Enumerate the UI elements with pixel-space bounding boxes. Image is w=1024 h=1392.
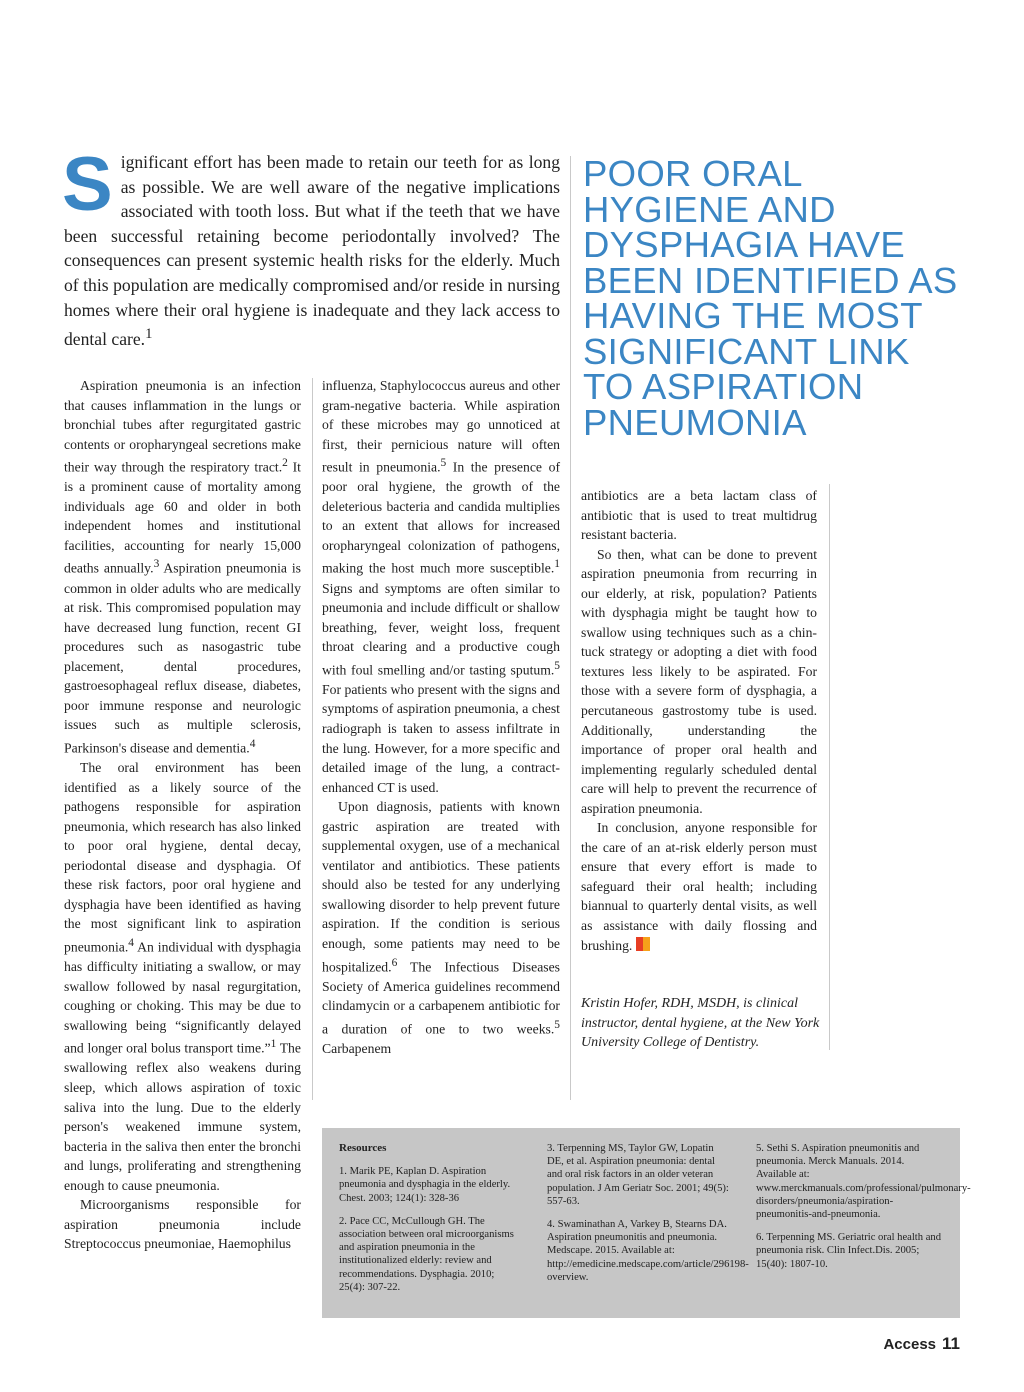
col2-p1-text: influenza, Staphylococcus aureus and other gram-negative bacteria. While aspiration of these microbes may go unnoticed at first, their pernicious nature will often result in pneumonia.: [322, 378, 560, 475]
col1-paragraph-3: Microorganisms responsible for aspiration pneumonia include Streptococcus pneumoniae, Haemophilus: [64, 1197, 301, 1252]
col3-paragraph-1: antibiotics are a beta lactam class of antibiotic that is used to treat multidrug resistant bacteria.: [581, 488, 817, 543]
column-divider: [570, 156, 571, 1100]
col2-p2-text: Upon diagnosis, patients with known gastric aspiration are treated with supplemental oxygen, use of a mechanical ventilator and antibiotics. These patients should also be tested for any underlying swallowing disorder to help prevent future aspiration. If the condition is serious enough, some patients may need to be hospitalized.: [322, 799, 560, 975]
col3-p3-text: In conclusion, anyone responsible for the care of an at-risk elderly person must ensure that every effort is made to safeguard their oral health; including biannual to quarterly dental visits, as well as assistance with daily flossing and brushing.: [581, 820, 817, 953]
col1-p1b-text: It is a prominent cause of mortality among individuals age 60 and older in both independent homes and institutional facilities, accounting for nearly 15,000 deaths annually.: [64, 459, 301, 577]
pull-quote: POOR ORAL HYGIENE AND DYSPHAGIA HAVE BEEN IDENTIFIED AS HAVING THE MOST SIGNIFICANT LINK TO ASPIRATION PNEUMONIA: [583, 153, 958, 443]
col2-paragraph-2: [322, 797, 560, 1058]
intro-text: ignificant effort has been made to retain our teeth for as long as possible. We are well aware of the negative implications associated with tooth loss. But what if the teeth that we have been successful retaining become periodontally involved? The consequences can present systemic health risks for the elderly. Much of this population are medically compromised and/or reside in nursing homes where their oral hygiene is inadequate and they lack access to dental care.: [64, 152, 560, 350]
resources-column-1: [339, 1142, 519, 1304]
col1-p2b-text: An individual with dysphagia has difficulty initiating a swallow, or may swallow followed by nasal regurgitation, coughing or choking. This may be due to swallowing being “significantly delayed and longer oral bolus transport time.”: [64, 939, 301, 1056]
reference-item: 5. Sethi S. Aspiration pneumonitis and pneumonia. Merck Manuals. 2014. Available at: www.merckmanuals.com/professional/pulmonary-disorders/pneumonia/aspiration-pneumonitis-and-pneumonia.: [756, 1143, 971, 1221]
reference-item: 3. Terpenning MS, Taylor GW, Lopatin DE, et al. Aspiration pneumonia: dental and oral risk factors in an older veteran population. J Am Geriatr Soc. 2001; 49(5): 557-63.: [547, 1143, 729, 1207]
footnote-ref: 4: [128, 937, 134, 949]
resources-heading: Resources: [339, 1142, 387, 1154]
col2-paragraph-1: [322, 376, 560, 797]
drop-cap: S: [62, 142, 113, 227]
page-number: 11: [942, 1334, 960, 1353]
col3-paragraph-2: So then, what can be done to prevent aspiration pneumonia from recurring in our elderly, at risk, population? Patients with dysphagia might be taught how to swallow using techniques such as a chin-tuck strategy or adopting a diet with food textures less likely to be aspirated. For those with a severe form of dysphagia, a percutaneous gastrostomy tube is used. Additionally, understanding the importance of proper oral health and implementing regularly scheduled dental care will help to prevent the recurrence of aspiration pneumonia.: [581, 546, 817, 816]
column-divider: [312, 378, 313, 1100]
footnote-ref: 5: [554, 1018, 560, 1031]
footnote-ref: 2: [282, 457, 288, 470]
author-bio: Kristin Hofer, RDH, MSDH, is clinical instructor, dental hygiene, at the New York University College of Dentistry.: [581, 996, 820, 1050]
col2-p1c-text: Signs and symptoms are often similar to pneumonia and include difficult or shallow breathing, fever, weight loss, frequent throat clearing and a productive cough with foul smelling and/or tasting sputum.: [322, 580, 560, 678]
footnote-ref: 5: [554, 659, 560, 672]
intro-ref: 1: [145, 326, 153, 343]
col3-paragraph-3: [581, 818, 817, 955]
col1-p2-text: The oral environment has been identified as a likely source of the pathogens responsible for aspiration pneumonia, which research has also linked to poor oral hygiene, dental decay, periodontal disease and dysphagia. Of these risk factors, poor oral hygiene and dysphagia have been identified as having the most significant link to aspiration pneumonia.: [64, 760, 301, 955]
col1-p2c-text: The swallowing reflex also weakens during sleep, which allows aspiration of toxic saliva into the lung. Due to the elderly person's weakened immune system, bacteria in the saliva then enter the bronchi and lungs, proliferating and strengthening enough to cause pneumonia.: [64, 1040, 301, 1193]
footnote-ref: 6: [391, 956, 398, 969]
intro-paragraph: [62, 142, 560, 352]
resources-column-3: [756, 1142, 971, 1281]
resources-column-2: [547, 1142, 749, 1294]
body-column-2: [322, 376, 560, 1058]
column-divider: [829, 484, 830, 1050]
page-footer: [883, 1334, 960, 1354]
col2-p1b-text: In the presence of poor oral hygiene, the growth of the deleterious bacteria and candida multiplies to an extent that allows for increased oropharyngeal colonization of pathogens, making the host much more susceptible.: [322, 459, 560, 577]
reference-item: 4. Swaminathan A, Varkey B, Stearns DA. Aspiration pneumonitis and pneumonia. Medscape. 2015. Available at: http://emedicine.medscape.com/article/296198-overview.: [547, 1219, 749, 1283]
body-column-3: [581, 486, 817, 955]
col1-paragraph-1: [64, 376, 301, 758]
col2-p1d-text: For patients who present with the signs and symptoms of aspiration pneumonia, a chest radiograph is taken to assess infiltrate in the lung. However, for a more specific and detailed image of the lung, a contract-enhanced CT is used.: [322, 681, 560, 795]
footnote-ref: 1: [270, 1038, 277, 1051]
col2-p2b-text: The Infectious Diseases Society of America guidelines recommend clindamycin or a carbapenem antibiotic for a duration of one to two weeks.: [322, 959, 560, 1037]
col1-paragraph-2: [64, 758, 301, 1195]
col1-p1c-text: Aspiration pneumonia is common in older adults who are medically at risk. This compromised population may have decreased lung function, recent GI procedures such as nasogastric tube placement, dental procedures, gastroesophageal reflux disease, diabetes, poor immune response and neurologic issues such as multiple sclerosis, Parkinson's disease and dementia.: [64, 561, 301, 756]
reference-item: 1. Marik PE, Kaplan D. Aspiration pneumonia and dysphagia in the elderly. Chest. 2003; 124(1): 328-36: [339, 1166, 511, 1204]
reference-item: 2. Pace CC, McCullough GH. The association between oral microorganisms and aspiration pneumonia in the institutionalized elderly: review and recommendations. Dysphagia. 2010; 25(4): 307-22.: [339, 1215, 514, 1293]
col2-p2c-text: Carbapenem: [322, 1040, 392, 1056]
reference-item: 6. Terpenning MS. Geriatric oral health and pneumonia risk. Clin Infect.Dis. 2005; 15(40): 1807-10.: [756, 1232, 941, 1270]
magazine-name: Access: [883, 1336, 937, 1353]
footnote-ref: 5: [440, 457, 447, 470]
footnote-ref: 1: [554, 558, 560, 571]
resources-box: [322, 1128, 971, 1318]
col1-p1-text: Aspiration pneumonia is an infection that causes inflammation in the lungs or bronchial tubes after regurgitated gastric contents or oropharyngeal secretions make their way through the respiratory tract.: [64, 378, 301, 475]
footnote-ref: 4: [249, 737, 256, 750]
footnote-ref: 3: [153, 558, 160, 571]
end-of-article-icon: [636, 937, 650, 951]
body-column-1: [64, 376, 301, 1254]
